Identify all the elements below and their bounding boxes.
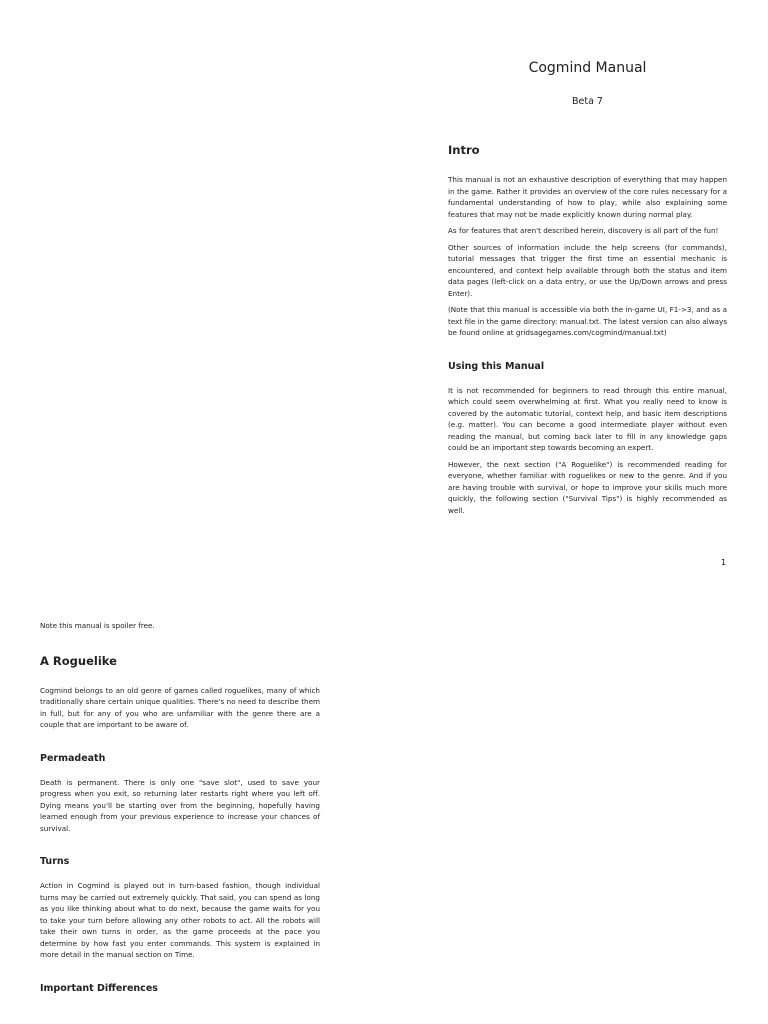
permadeath-heading: Permadeath <box>40 752 106 764</box>
using-manual-paragraph-2: However, the next section ("A Roguelike") is recommended reading for everyone, whether familiar with roguelikes or new to the genre. And if you are having trouble with survival, or hope to improve your skills much more quickly, the following section ("Survival Tips") is highly recommended as well. <box>448 459 727 515</box>
permadeath-paragraph: Death is permanent. There is only one "save slot", used to save your progress when you exit, so returning later restarts right where you left off. Dying means you'll be starting over from the beginning, hopefully having learned enough from your previous experience to increase your chances of survival. <box>40 777 320 833</box>
manual-page-2 <box>0 600 768 1024</box>
roguelike-paragraph: Cogmind belongs to an old genre of games called roguelikes, many of which traditionally share certain unique qualities. There's no need to describe them in full, but for any of you who are unfamiliar with the genre there are a couple that are important to be aware of. <box>40 685 320 729</box>
turns-paragraph: Action in Cogmind is played out in turn-based fashion, though individual turns may be carried out extremely quickly. That said, you can spend as long as you like thinking about what to do next, because the game waits for you to take your turn before allowing any other robots to act. All the robots will take their own turns in order, as the game proceeds at the pace you determine by how fast you enter commands. This system is explained in more detail in the manual section on Time. <box>40 881 320 959</box>
roguelike-heading: A Roguelike <box>40 653 117 668</box>
page-number: 1 <box>721 558 727 567</box>
intro-heading: Intro <box>448 143 480 157</box>
important-differences-heading: Important Differences <box>40 982 158 994</box>
intro-paragraph-1: This manual is not an exhaustive description of everything that may happen in the game. Rather it provides an overview of the core rules necessary for a fundamental understanding of how to play, while also explaining some features that may not be made explicitly known during normal play. <box>448 175 727 219</box>
spoiler-note: Note this manual is spoiler free. <box>40 621 155 630</box>
turns-heading: Turns <box>40 856 70 867</box>
using-manual-paragraph-1: It is not recommended for beginners to read through this entire manual, which could seem overwhelming at first. What you really need to know is covered by the automatic tutorial, context help, and basic item descriptions (e.g. matter). You can become a good intermediate player without even reading the manual, but coming back later to fill in any knowledge gaps could be an important step towards becoming an expert. <box>448 385 727 452</box>
intro-paragraph-3: Other sources of information include the help screens (for commands), tutorial messages that trigger the first time an essential mechanic is encountered, and context help available through both the status and item data pages (left-click on a data entry, or use the Up/Down arrows and press Enter). <box>448 242 727 298</box>
using-manual-heading: Using this Manual <box>448 360 545 372</box>
page-2-column <box>40 620 320 1007</box>
intro-paragraph-4: (Note that this manual is accessible via both the in-game UI, F1->3, and as a text file in the game directory: manual.txt. The latest version can also always be found online at gridsagegames.com/cogmind/manual.txt) <box>448 305 727 337</box>
page-1-column <box>448 140 727 521</box>
document-version: Beta 7 <box>572 96 603 107</box>
document-title: Cogmind Manual <box>528 60 647 76</box>
intro-paragraph-2: As for features that aren't described herein, discovery is all part of the fun! <box>448 226 719 235</box>
